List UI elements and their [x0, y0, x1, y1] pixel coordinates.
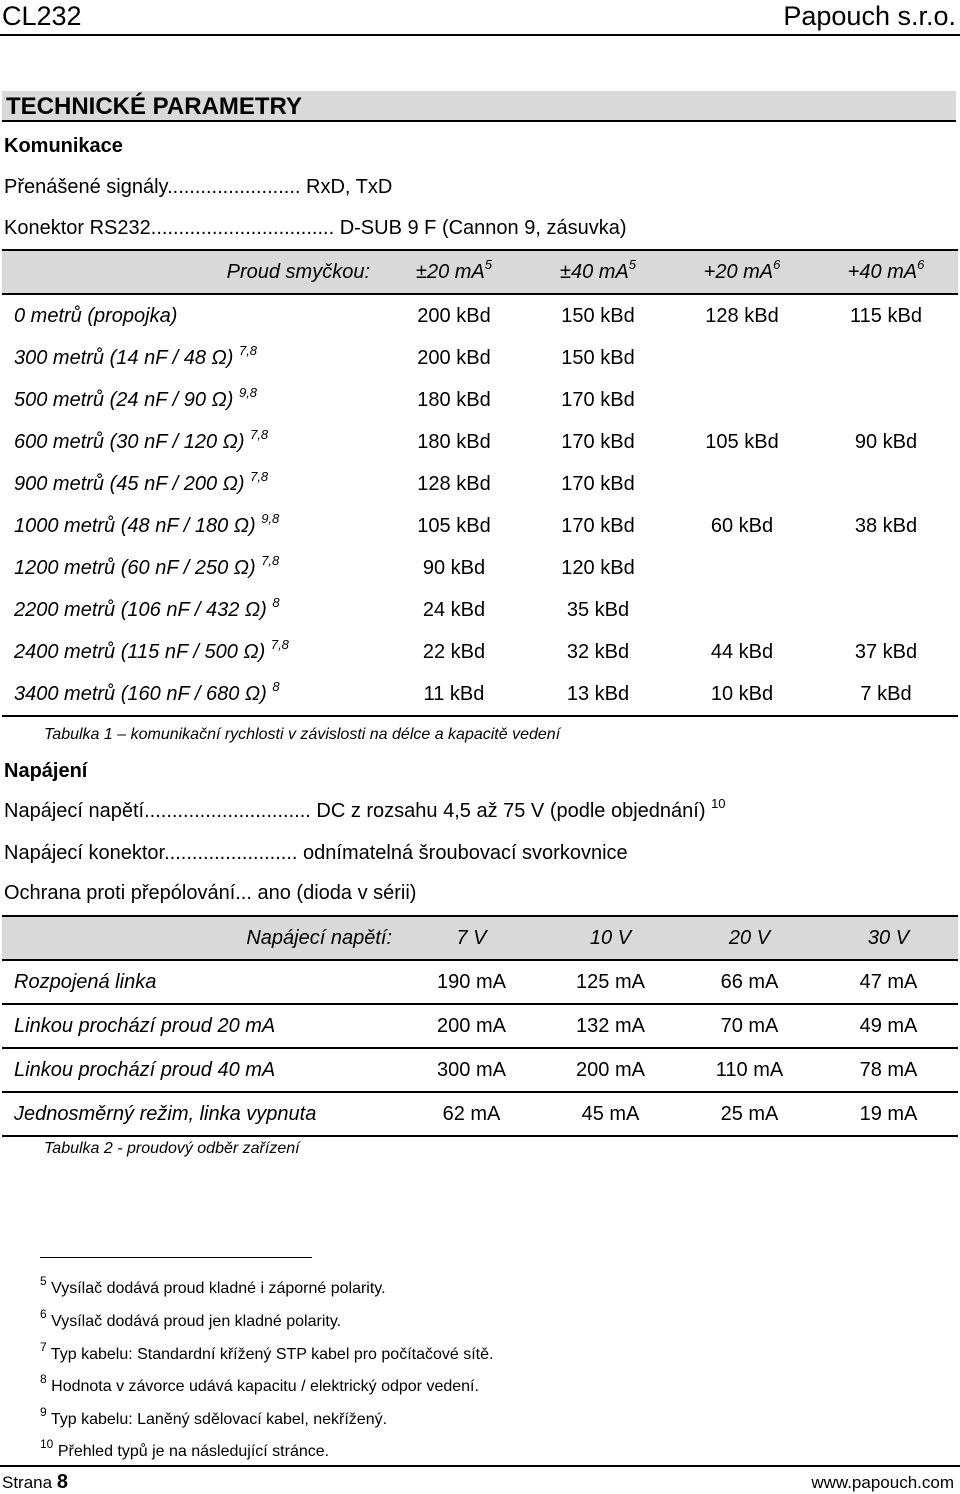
table-cell — [814, 589, 958, 631]
param-supply-voltage — [4, 796, 726, 823]
table-header-label: Proud smyčkou: — [2, 250, 382, 294]
table-header-cell: +40 $mA^6$ — [814, 250, 958, 294]
document-product-name: CL232 — [2, 1, 82, 31]
table-cell: 128 kBd — [705, 304, 779, 327]
footnote: $^7$ Typ kabelu: Standardní křížený STP kabel pro počítačové sítě. — [40, 1340, 494, 1363]
table-cell: 200 mA — [402, 1004, 541, 1048]
table-row — [2, 463, 958, 505]
row-label: 0 metrů (propojka) — [14, 304, 178, 327]
row-label: Linkou prochází proud 20 mA — [2, 1004, 402, 1048]
param-value: D-SUB 9 F (Cannon 9, zásuvka) — [339, 217, 627, 239]
footnote-ref: 10 — [711, 796, 726, 811]
table-cell: 150 kBd — [561, 304, 635, 327]
speed-table-header-row — [2, 250, 958, 294]
table-cell: 90 kBd — [854, 430, 918, 453]
current-table — [2, 915, 958, 1137]
table-cell: 32 kBd — [566, 640, 630, 663]
table-row — [2, 379, 958, 421]
table-cell: 19 mA — [819, 1092, 958, 1136]
table-header-label: Napájecí napětí: — [2, 916, 402, 960]
table-cell: 115 kBd — [850, 304, 922, 327]
table-cell — [814, 547, 958, 589]
table-cell: 78 mA — [819, 1048, 958, 1092]
footnote: $^8$ Hodnota v závorce udává kapacitu / elektrický odpor vedení. — [40, 1372, 479, 1395]
table-cell: 170 kBd — [561, 430, 635, 453]
napajeni-heading: Napájení — [4, 760, 88, 782]
row-label: 500 metrů (24 nF / 90 Ω) $^{9,8}$ — [14, 384, 258, 411]
table-cell: 7 kBd — [814, 673, 958, 716]
table-cell: 170 kBd — [561, 514, 635, 537]
table-cell: 62 mA — [402, 1092, 541, 1136]
param-label: Přenášené signály — [4, 176, 168, 198]
document-company-name: Papouch s.r.o. — [783, 1, 956, 31]
param-value: ano (dioda v sérii) — [257, 882, 417, 904]
table-cell: 10 kBd — [670, 673, 814, 716]
table-header-cell: ±20 $mA^5$ — [382, 250, 526, 294]
section-title: TECHNICKÉ PARAMETRY — [2, 91, 956, 122]
row-label: 900 metrů (45 nF / 200 Ω) $^{7,8}$ — [14, 468, 269, 495]
param-label: Ochrana proti přepólování — [4, 882, 236, 904]
table-cell: 37 kBd — [854, 640, 918, 663]
table-cell: 90 kBd — [422, 556, 486, 579]
param-label: Napájecí konektor — [4, 842, 165, 864]
row-label: Jednosměrný režim, linka vypnuta — [2, 1092, 402, 1136]
table-cell: 200 mA — [541, 1048, 680, 1092]
table-cell — [814, 337, 958, 379]
table2-caption: Tabulka 2 - proudový odběr zařízení — [44, 1140, 300, 1157]
table-cell — [670, 337, 814, 379]
table-row — [2, 1092, 958, 1136]
table-cell: 128 kBd — [417, 472, 491, 495]
row-label: Linkou prochází proud 40 mA — [2, 1048, 402, 1092]
param-signals — [4, 176, 392, 199]
table-cell: 105 kBd — [705, 430, 779, 453]
table-cell: 22 kBd — [422, 640, 486, 663]
footnote: $^6$ Vysílač dodává proud jen kladné polarity. — [40, 1307, 342, 1330]
table-row — [2, 547, 958, 589]
row-label: 3400 metrů (160 nF / 680 Ω) $^8$ — [2, 673, 382, 716]
table-cell: 150 kBd — [561, 346, 635, 369]
table-header-cell: 7 V — [402, 916, 541, 960]
table-row — [2, 337, 958, 379]
param-supply-connector — [4, 842, 628, 865]
table-row — [2, 589, 958, 631]
table-header-cell: 30 V — [819, 916, 958, 960]
table-cell: 35 kBd — [566, 598, 630, 621]
footnote: $^{10}$ Přehled typů je na následující stránce. — [40, 1437, 330, 1460]
row-label: 1000 metrů (48 nF / 180 Ω) $^{9,8}$ — [14, 510, 280, 537]
table-cell — [814, 379, 958, 421]
table-cell: 66 mA — [680, 960, 819, 1004]
table-row — [2, 631, 958, 673]
param-value: DC z rozsahu 4,5 až 75 V (podle objednání) — [316, 800, 706, 822]
header-divider — [0, 34, 960, 36]
row-label: 300 metrů (14 nF / 48 Ω) $^{7,8}$ — [14, 342, 258, 369]
table1-caption: Tabulka 1 – komunikační rychlosti v závislosti na délce a kapacitě vedení — [44, 726, 561, 743]
table-cell: 200 kBd — [417, 304, 491, 327]
table-row — [2, 960, 958, 1004]
table-cell: 105 kBd — [417, 514, 491, 537]
table-cell: 45 mA — [541, 1092, 680, 1136]
table-cell: 170 kBd — [561, 388, 635, 411]
row-label: 2200 metrů (106 nF / 432 Ω) $^8$ — [14, 594, 280, 621]
param-leader-dots: ................................. — [150, 217, 335, 239]
table-header-cell: +20 $mA^6$ — [670, 250, 814, 294]
table-cell: 110 mA — [680, 1048, 819, 1092]
param-leader-dots: ... — [235, 882, 252, 904]
table-cell — [814, 463, 958, 505]
param-leader-dots: .............................. — [144, 800, 311, 822]
table-cell: 24 kBd — [422, 598, 486, 621]
row-label: 2400 metrů (115 nF / 500 Ω) $^{7,8}$ — [14, 636, 289, 663]
table-row — [2, 673, 958, 716]
table-cell: 132 mA — [541, 1004, 680, 1048]
param-polarity-protection — [4, 882, 416, 905]
table-cell: 190 mA — [402, 960, 541, 1004]
komunikace-heading: Komunikace — [4, 135, 123, 157]
table-cell: 38 kBd — [854, 514, 918, 537]
table-row — [2, 294, 958, 337]
table-cell — [670, 463, 814, 505]
current-table-header-row — [2, 916, 958, 960]
table-cell: 300 mA — [402, 1048, 541, 1092]
param-label: Napájecí napětí — [4, 800, 145, 822]
param-value: RxD, TxD — [306, 176, 393, 198]
table-header-cell: 20 V — [680, 916, 819, 960]
param-value: odnímatelná šroubovací svorkovnice — [303, 842, 628, 864]
table-row — [2, 1004, 958, 1048]
table-cell — [670, 589, 814, 631]
table-header-cell: ±40 $mA^5$ — [526, 250, 670, 294]
table-cell: 120 kBd — [561, 556, 635, 579]
table-cell — [670, 547, 814, 589]
table-row — [2, 1048, 958, 1092]
row-label: 1200 metrů (60 nF / 250 Ω) $^{7,8}$ — [14, 552, 280, 579]
row-label: 600 metrů (30 nF / 120 Ω) $^{7,8}$ — [14, 426, 269, 453]
table-cell: 47 mA — [819, 960, 958, 1004]
table-cell: 125 mA — [541, 960, 680, 1004]
footnote: $^5$ Vysílač dodává proud kladné i záporné polarity. — [40, 1274, 386, 1297]
table-row — [2, 505, 958, 547]
table-cell: 49 mA — [819, 1004, 958, 1048]
table-cell: 170 kBd — [561, 472, 635, 495]
table-cell: 180 kBd — [417, 388, 491, 411]
table-row — [2, 421, 958, 463]
table-cell: 200 kBd — [417, 346, 491, 369]
footnote: $^9$ Typ kabelu: Laněný sdělovací kabel, nekřížený. — [40, 1405, 388, 1428]
footer-divider — [0, 1465, 960, 1467]
table-cell: 25 mA — [680, 1092, 819, 1136]
page-number: Strana 8 — [2, 1471, 68, 1493]
row-label: Rozpojená linka — [2, 960, 402, 1004]
speed-table — [2, 249, 958, 717]
table-cell — [670, 379, 814, 421]
footer-url: www.papouch.com — [811, 1473, 954, 1492]
table-cell: 11 kBd — [382, 673, 526, 716]
table-cell: 13 kBd — [526, 673, 670, 716]
table-cell: 60 kBd — [710, 514, 774, 537]
footnote-divider — [40, 1257, 312, 1258]
param-label: Konektor RS232 — [4, 217, 151, 239]
table-header-cell: 10 V — [541, 916, 680, 960]
table-cell: 44 kBd — [710, 640, 774, 663]
table-cell: 70 mA — [680, 1004, 819, 1048]
param-leader-dots: ........................ — [164, 842, 298, 864]
param-connector — [4, 217, 626, 240]
table-cell: 180 kBd — [417, 430, 491, 453]
param-leader-dots: ........................ — [167, 176, 301, 198]
